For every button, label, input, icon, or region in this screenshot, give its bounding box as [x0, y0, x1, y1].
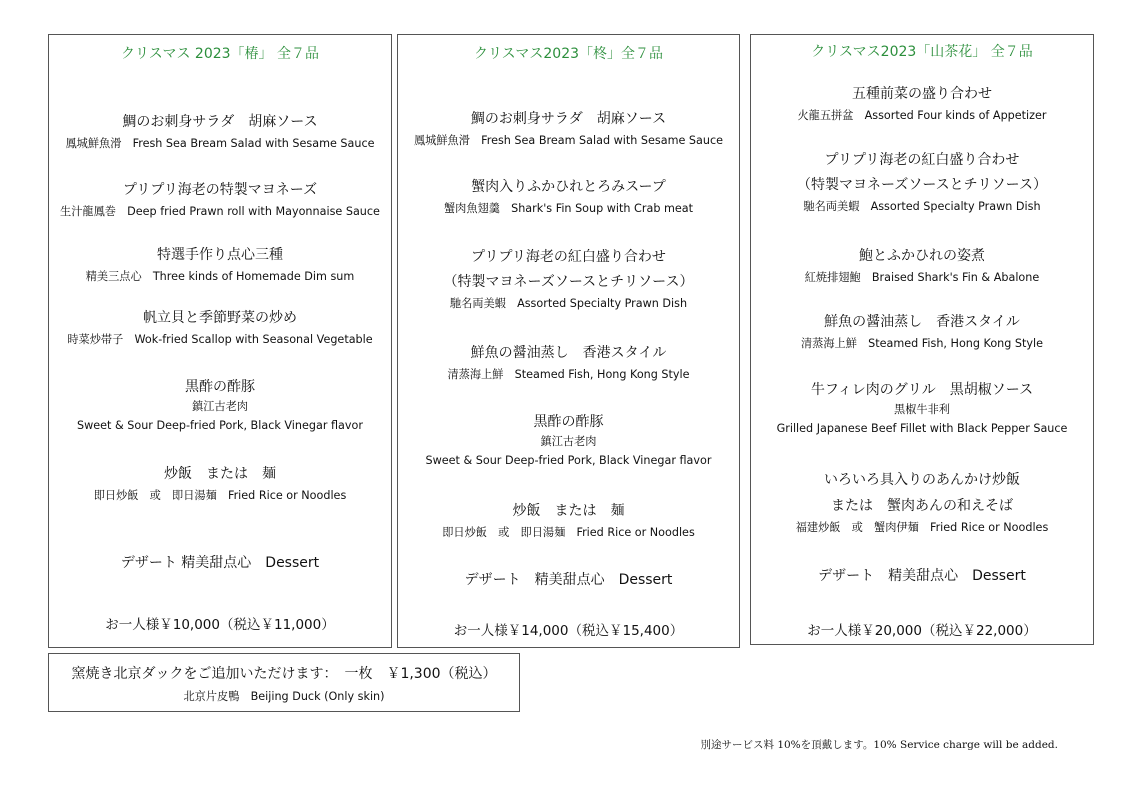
dish-desc: Grilled Japanese Beef Fillet with Black Pepper Sauce [776, 422, 1068, 435]
menu-card-tsubaki [48, 34, 392, 648]
dish-item [49, 179, 391, 221]
menu-price: お一人様￥10,000（税込￥11,000） [105, 617, 335, 633]
dish-sub: 黒椒牛非利 [894, 403, 950, 416]
dish-name: 鮮魚の醤油蒸し 香港スタイル [470, 345, 667, 361]
dish-item [398, 246, 739, 313]
dish-sub: （特製マヨネーズソースとチリソース） [443, 274, 694, 290]
dish-desc: 火龍五拼盆 Assorted Four kinds of Appetizer [797, 109, 1047, 122]
menu-title: クリスマス2023「柊」全７品 [473, 46, 664, 62]
dish-desc: 即日炒飯 或 即日湯麺 Fried Rice or Noodles [93, 489, 347, 502]
dish-item [49, 463, 391, 505]
dish-desc: 精美三点心 Three kinds of Homemade Dim sum [85, 270, 355, 283]
dish-item [398, 176, 739, 218]
dish-desc: 馳名両美蝦 Assorted Specialty Prawn Dish [803, 200, 1041, 213]
dish-name: 炒飯 または 麺 [512, 503, 625, 519]
dish-name: デザート 精美甜点心 Dessert [120, 555, 320, 571]
dish-desc: 清蒸海上鮮 Steamed Fish, Hong Kong Style [447, 368, 690, 381]
dish-item [398, 342, 739, 384]
dish-desc: 生汁龍鳳巻 Deep fried Prawn roll with Mayonnaise Sauce [60, 205, 380, 218]
dish-item [49, 111, 391, 153]
dish-desc: 時菜炒帯子 Wok-fried Scallop with Seasonal Vegetable [67, 333, 373, 346]
dish-item [49, 244, 391, 286]
addon-title: 窯焼き北京ダックをご追加いただけます： 一枚 ￥1,300（税込） [71, 666, 497, 682]
menu-title: クリスマス 2023「椿」 全７品 [121, 46, 319, 62]
dish-desc: 蟹肉魚翅羹 Shark's Fin Soup with Crab meat [443, 202, 694, 215]
dish-name: 鯛のお刺身サラダ 胡麻ソース [122, 114, 318, 130]
dish-desc: 鳳城鮮魚滑 Fresh Sea Bream Salad with Sesame Sauce [413, 134, 724, 147]
dish-name: 鯛のお刺身サラダ 胡麻ソース [470, 111, 667, 127]
dish-name: 帆立貝と季節野菜の炒め [143, 310, 297, 326]
dish-sub: （特製マヨネーズソースとチリソース） [797, 177, 1047, 193]
dish-item [751, 83, 1093, 125]
menu-price: お一人様￥14,000（税込￥15,400） [453, 623, 684, 639]
dish-item [751, 245, 1093, 287]
dish-name: いろいろ具入りのあんかけ炒飯 [824, 472, 1020, 488]
dish-item [751, 311, 1093, 353]
dish-name: 五種前菜の盛り合わせ [852, 86, 992, 102]
dish-item [751, 565, 1093, 587]
dish-name: 黒酢の酢豚 [533, 414, 604, 430]
dish-desc: Sweet & Sour Deep-fried Pork, Black Vinegar flavor [77, 419, 363, 432]
dish-item [751, 379, 1093, 438]
dish-name: 鮮魚の醤油蒸し 香港スタイル [824, 314, 1020, 330]
addon-desc: 北京片皮鴨 Beijing Duck (Only skin) [183, 690, 385, 703]
menu-title: クリスマス2023「山茶花」 全７品 [811, 44, 1033, 60]
dish-name: 炒飯 または 麺 [164, 466, 276, 482]
service-charge-note: 別途サービス料 10%を頂戴します。10% Service charge will be added. [700, 739, 1058, 751]
dish-desc: 即日炒飯 或 即日湯麺 Fried Rice or Noodles [442, 526, 695, 539]
dish-name: デザート 精美甜点心 Dessert [818, 568, 1026, 584]
dish-item [398, 108, 739, 150]
dish-sub: または 蟹肉あんの和えそば [831, 498, 1013, 514]
dish-name: プリプリ海老の特製マヨネーズ [122, 182, 318, 198]
dish-item [751, 149, 1093, 216]
addon-box [48, 653, 520, 712]
dish-item [49, 552, 391, 574]
dish-name: 鮑とふかひれの姿煮 [859, 248, 985, 264]
dish-name: 黒酢の酢豚 [185, 379, 255, 395]
dish-desc: 紅焼排翅鮑 Braised Shark's Fin & Abalone [804, 271, 1040, 284]
dish-desc: 福建炒飯 或 蟹肉伊麺 Fried Rice or Noodles [795, 521, 1049, 534]
dish-item [751, 469, 1093, 537]
dish-item [398, 569, 739, 591]
dish-item [398, 411, 739, 470]
dish-sub: 鎮江古老肉 [540, 435, 597, 448]
dish-desc: 馳名両美蝦 Assorted Specialty Prawn Dish [449, 297, 688, 310]
dish-desc: Sweet & Sour Deep-fried Pork, Black Vinegar flavor [425, 454, 712, 467]
menu-card-hiiragi [397, 34, 740, 648]
dish-name: 特選手作り点心三種 [157, 247, 283, 263]
dish-item [398, 500, 739, 542]
dish-name: 蟹肉入りふかひれとろみスープ [471, 179, 666, 195]
dish-desc: 清蒸海上鮮 Steamed Fish, Hong Kong Style [800, 337, 1044, 350]
dish-name: プリプリ海老の紅白盛り合わせ [471, 249, 666, 265]
dish-item [49, 376, 391, 435]
menu-price: お一人様￥20,000（税込￥22,000） [807, 623, 1037, 639]
dish-desc: 鳳城鮮魚滑 Fresh Sea Bream Salad with Sesame Sauce [65, 137, 375, 150]
dish-name: プリプリ海老の紅白盛り合わせ [824, 152, 1020, 168]
menu-card-sazanka [750, 34, 1094, 645]
dish-name: デザート 精美甜点心 Dessert [464, 572, 673, 588]
dish-name: 牛フィレ肉のグリル 黒胡椒ソース [810, 382, 1034, 398]
dish-item [49, 307, 391, 349]
dish-sub: 鎮江古老肉 [192, 400, 248, 413]
